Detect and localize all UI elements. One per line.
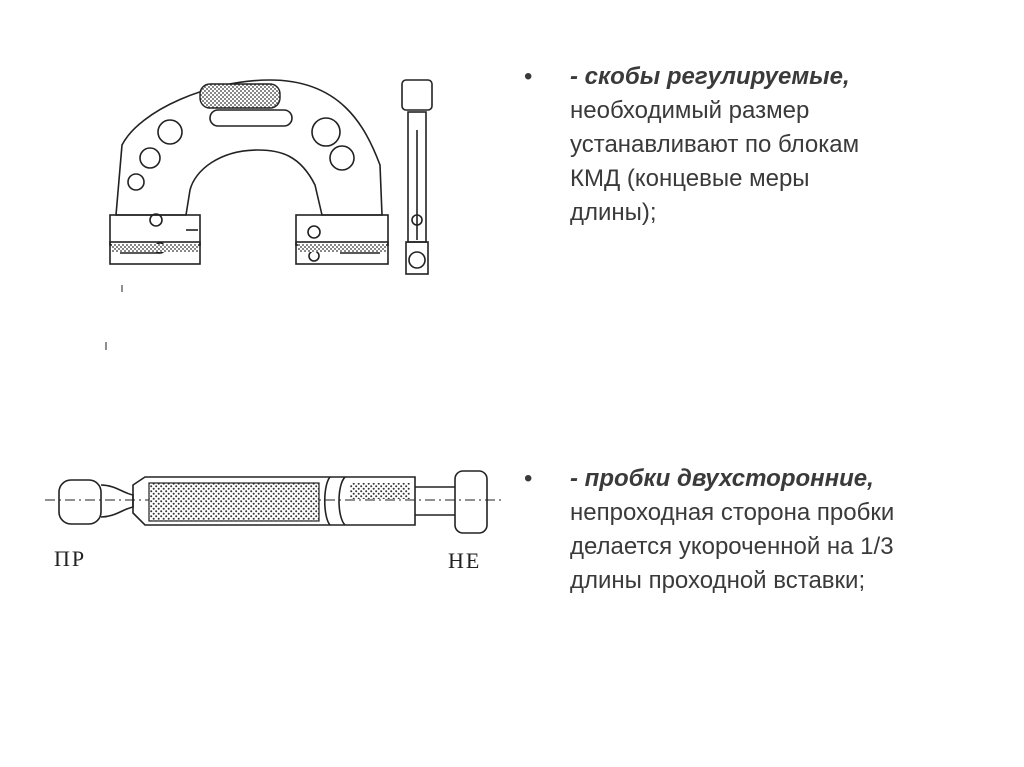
adjustable-snap-gauge-drawing [100,70,500,370]
bullet-line: длины); [570,199,657,226]
bullet-marker: • [524,465,533,492]
bullet-heading: - скобы регулируемые, [570,63,850,90]
bullet-line: устанавливают по блокам [570,131,860,158]
bullet-line: непроходная сторона пробки [570,499,895,526]
bullet-line: делается укороченной на 1/3 [570,533,894,560]
bullet-double-plugs [524,462,1004,598]
no-go-side-label: НЕ [448,548,482,573]
bullet-line: длины проходной вставки; [570,567,866,594]
double-ended-plug-gauge-drawing [45,455,505,585]
bullet-adjustable-gauges [524,60,1004,230]
go-side-label: ПР [54,546,87,571]
bullet-marker: • [524,63,533,90]
bullet-line: КМД (концевые меры [570,165,810,192]
bullet-heading: - пробки двухсторонние, [570,465,874,492]
bullet-line: необходимый размер [570,97,810,124]
